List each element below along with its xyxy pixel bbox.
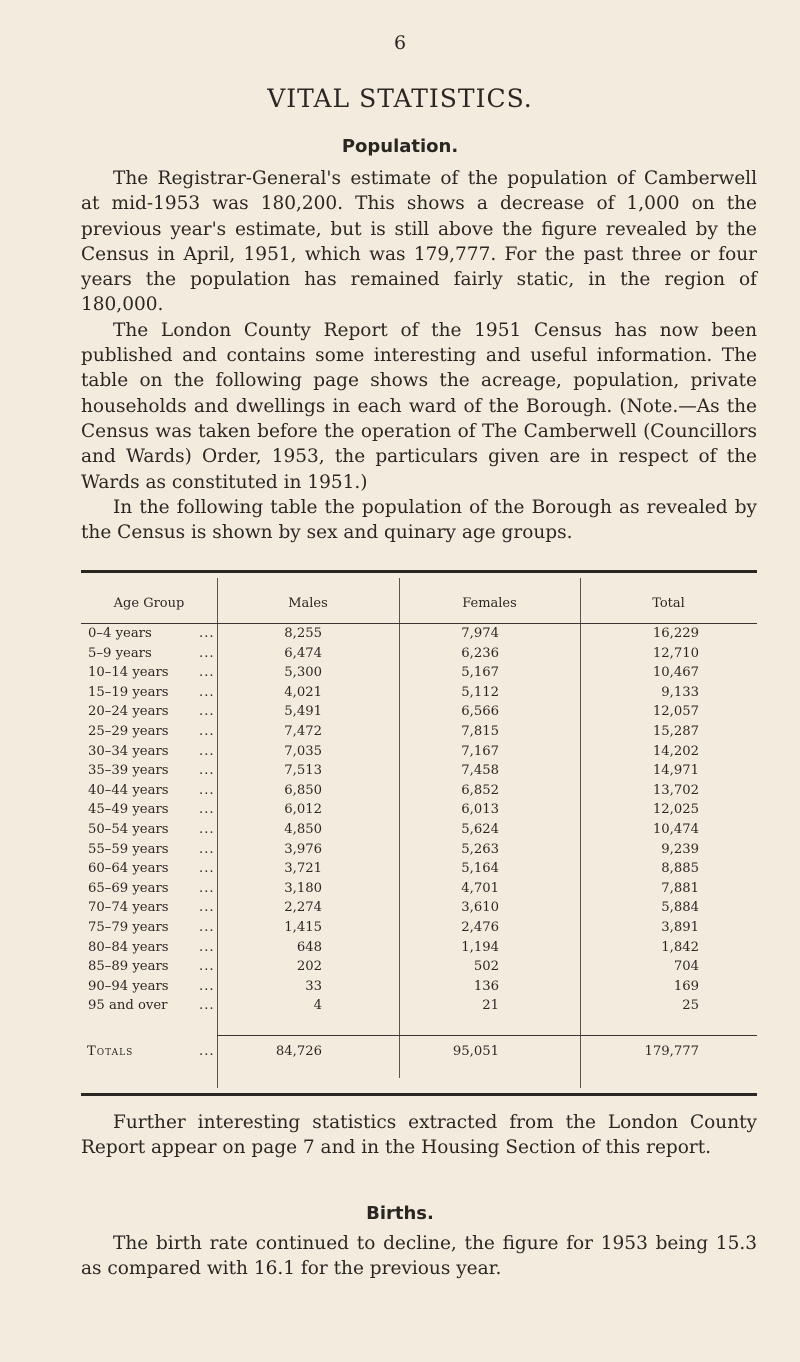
totals-dots: ... [199,1044,215,1059]
table-row: 85–89 years ... 202 502 704 [88,959,699,975]
table-row: 0–4 years ... 8,255 7,974 16,229 [88,626,699,641]
population-text [81,166,757,545]
table-row: 5–9 years ... 6,474 6,236 12,710 [88,645,699,661]
further-text [81,1110,757,1161]
further-paragraph: Further interesting statistics extracted from the London County Report appear on page 7 and in the Housing Section of this report. [81,1112,757,1159]
header-total: Total [652,596,685,611]
population-heading: Population. [341,136,459,157]
totals-row [81,1044,757,1064]
totals-rule [217,1035,757,1036]
header-rule [81,623,757,624]
table-row: 10–14 years ... 5,300 5,167 10,467 [88,665,699,681]
table-row: 45–49 years ... 6,012 6,013 12,025 [88,802,699,818]
table-row: 70–74 years ... 2,274 3,610 5,884 [88,900,699,916]
page-title: VITAL STATISTICS. [267,84,533,113]
table-row: 35–39 years ... 7,513 7,458 14,971 [88,763,699,779]
header-age-group: Age Group [113,596,185,611]
table-row: 65–69 years ... 3,180 4,701 7,881 [88,880,699,896]
totals-females: 95,051 [452,1044,499,1059]
table-top-rule [81,570,757,573]
totals-label: Totals [87,1044,134,1059]
births-heading: Births. [366,1203,434,1224]
header-females: Females [462,596,517,611]
totals-total: 179,777 [644,1044,699,1059]
table-row: 40–44 years ... 6,850 6,852 13,702 [88,782,699,798]
table-bottom-rule [81,1093,757,1096]
table-row: 75–79 years ... 1,415 2,476 3,891 [88,919,699,935]
table-row: 30–34 years ... 7,035 7,167 14,202 [88,743,699,759]
table-row: 90–94 years ... 33 136 169 [88,978,699,994]
page-number: 6 [393,32,407,54]
births-paragraph: The birth rate continued to decline, the figure for 1953 being 15.3 as compared with 16.1 for the previous year. [81,1233,757,1280]
table-row: 80–84 years ... 648 1,194 1,842 [88,939,699,955]
table-row: 60–64 years ... 3,721 5,164 8,885 [88,861,699,877]
population-paragraph-1: The Registrar-General's estimate of the population of Camberwell at mid-1953 was 180,200. This shows a decrease of 1,000 on the previous year's estimate, but is still above the figure revealed by the Census in April, 1951, which was 179,777. For the past three or four years the population has remained fairly static, in the region of 180,000. [81,168,757,316]
table-row: 95 and over ... 4 21 25 [88,998,699,1014]
population-paragraph-3: In the following table the population of the Borough as revealed by the Census is shown by sex and quinary age groups. [81,496,757,544]
table-row: 50–54 years ... 4,850 5,624 10,474 [88,821,699,837]
table-row: 55–59 years ... 3,976 5,263 9,239 [88,841,699,857]
population-paragraph-2: The London County Report of the 1951 Census has now been published and contains some interesting and useful information. The table on the following page shows the acreage, population, private households and dwellings in each ward of the Borough. (Note.—As the Census was taken before the operation of The Camberwell (Councillors and Wards) Order, 1953, the particulars given are in respect of the Wards as constituted in 1951.) [81,319,757,493]
births-text [81,1231,757,1282]
header-males: Males [288,596,328,611]
totals-males: 84,726 [275,1044,322,1059]
table-body [81,626,757,1018]
table-row: 25–29 years ... 7,472 7,815 15,287 [88,723,699,739]
table-row: 15–19 years ... 4,021 5,112 9,133 [88,684,699,700]
table-row: 20–24 years ... 5,491 6,566 12,057 [88,704,699,720]
